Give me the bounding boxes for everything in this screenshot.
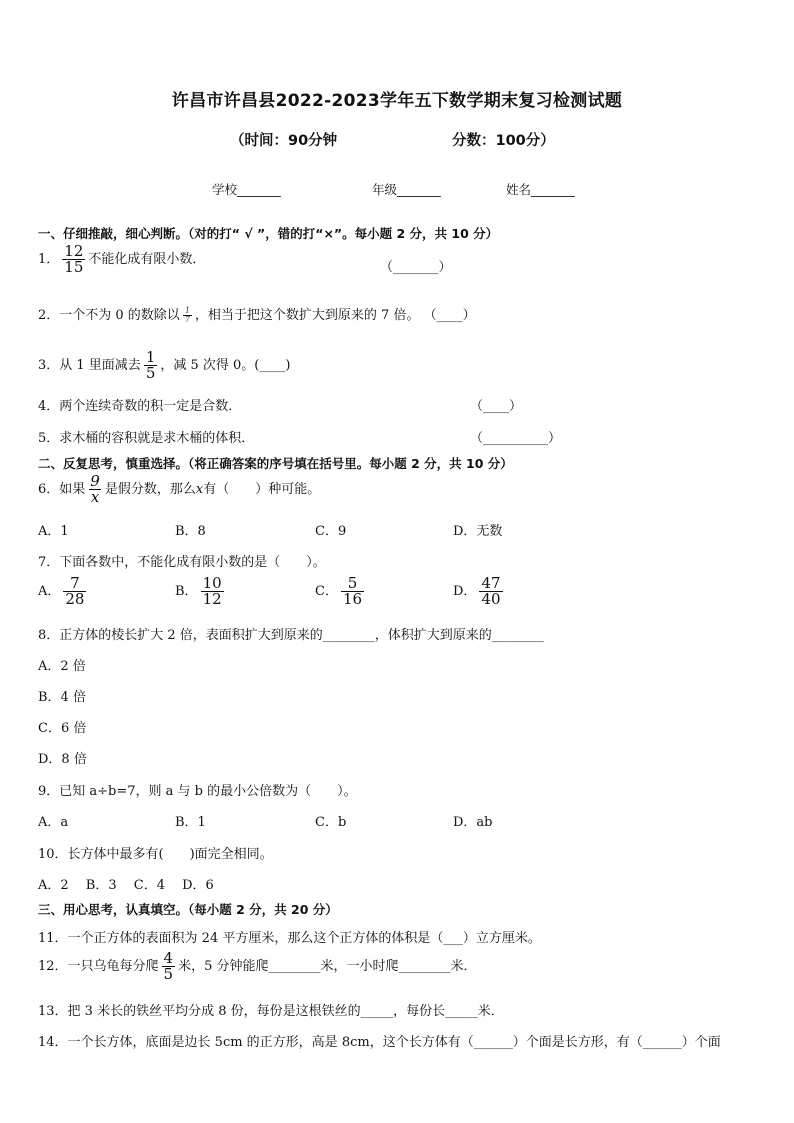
- page-title: 许昌市许昌县2022-2023学年五下数学期末复习检测试题: [171, 91, 623, 111]
- section-heading-judge: 一、仔细推敲，细心判断。（对的打“ √ ”，错的打“×”。每小题 2 分，共 10 分）: [38, 226, 499, 241]
- question-2: [38, 304, 476, 324]
- option-b[interactable]: B．8: [175, 524, 206, 539]
- option-c[interactable]: C．9: [315, 524, 347, 539]
- question-12: [38, 951, 477, 982]
- fraction: $\frac{7}{28}$: [65, 574, 85, 608]
- option-c[interactable]: C．b: [315, 815, 347, 830]
- question-text: 有（ ）种可能。: [203, 482, 321, 497]
- question-3: [38, 350, 290, 381]
- question-text: 6．如果: [38, 482, 86, 497]
- question-text: 米，5 分钟能爬________米，一小时爬________米．: [178, 959, 477, 974]
- exam-score: 分数：100分）: [452, 133, 555, 149]
- option-a[interactable]: A．a: [38, 815, 69, 830]
- option-row[interactable]: A．2 B．3 C．4 D．6: [38, 878, 214, 893]
- fraction: $\frac{10}{12}$: [202, 574, 222, 608]
- question-text: ，相当于把这个数扩大到原来的 7 倍。 （____）: [194, 308, 476, 323]
- answer-blank[interactable]: （____）: [470, 399, 523, 414]
- question-13: 13．把 3 米长的铁丝平均分成 8 份，每份是这根铁丝的_____，每份长_____米．: [38, 1004, 504, 1019]
- option-a[interactable]: A． $\frac{7}{28}$: [38, 574, 85, 608]
- question-4: 4．两个连续奇数的积一定是合数．: [38, 399, 242, 414]
- question-11: 11．一个正方体的表面积为 24 平方厘米，那么这个正方体的体积是（___）立方厘米。: [38, 931, 541, 946]
- question-14: 14．一个长方体，底面是边长 5cm 的正方形，高是 8cm，这个长方体有（______）个面是长方形，有（______）个面: [38, 1035, 721, 1050]
- option-d[interactable]: D．8 倍: [38, 752, 87, 767]
- option-d[interactable]: D． $\frac{47}{40}$: [453, 574, 501, 608]
- exam-time: （时间：90分钟: [230, 133, 338, 149]
- question-text: 12．一只乌龟每分爬: [38, 959, 159, 974]
- option-b[interactable]: B． $\frac{10}{12}$: [175, 574, 222, 608]
- question-text: 2．一个不为 0 的数除以: [38, 308, 180, 323]
- fraction: $\frac{47}{40}$: [481, 574, 501, 608]
- grade-field: 年级_______: [372, 182, 441, 197]
- fraction: $\frac{1}{5}$: [145, 348, 156, 382]
- variable: x: [195, 482, 204, 497]
- option-d[interactable]: D．无数: [453, 524, 503, 539]
- question-5: 5．求木桶的容积就是求木桶的体积．: [38, 431, 255, 446]
- school-field: 学校_______: [212, 182, 281, 197]
- question-number: 1．: [38, 252, 60, 267]
- section-heading-fill: 三、用心思考，认真填空。（每小题 2 分，共 20 分）: [38, 902, 338, 917]
- question-10: 10．长方体中最多有( )面完全相同。: [38, 847, 273, 862]
- option-a[interactable]: A．1: [38, 524, 69, 539]
- section-heading-choice: 二、反复思考，慎重选择。（将正确答案的序号填在括号里。每小题 2 分，共 10 分）: [38, 456, 513, 471]
- option-d[interactable]: D．ab: [453, 815, 493, 830]
- question-7: 7．下面各数中，不能化成有限小数的是（ ）。: [38, 555, 326, 570]
- question-text: ，减 5 次得 0。(____): [160, 358, 291, 373]
- fraction: $\frac{5}{16}$: [342, 574, 363, 608]
- question-6: [38, 474, 320, 505]
- fraction: $\frac{4}{5}$: [163, 949, 174, 983]
- question-text: 是假分数，那么: [104, 482, 196, 497]
- answer-blank[interactable]: （__________）: [470, 431, 562, 446]
- option-c[interactable]: C． $\frac{5}{16}$: [315, 574, 363, 608]
- question-1: [38, 244, 205, 275]
- option-b[interactable]: B．4 倍: [38, 690, 86, 705]
- option-c[interactable]: C．6 倍: [38, 721, 87, 736]
- fraction: $\frac{1}{7}$: [184, 306, 190, 324]
- question-text: 不能化成有限小数．: [88, 252, 206, 267]
- question-9: 9．已知 a÷b=7，则 a 与 b 的最小公倍数为（ ）。: [38, 784, 357, 799]
- fraction: $\frac{9}{x}$: [90, 472, 100, 506]
- option-b[interactable]: B．1: [175, 815, 206, 830]
- answer-blank[interactable]: （_______）: [380, 260, 452, 275]
- question-text: 3．从 1 里面减去: [38, 358, 141, 373]
- option-a[interactable]: A．2 倍: [38, 659, 86, 674]
- fraction: $\frac{12}{15}$: [64, 242, 84, 276]
- question-8: 8．正方体的棱长扩大 2 倍，表面积扩大到原来的________，体积扩大到原来的________: [38, 628, 544, 643]
- name-field: 姓名_______: [506, 182, 575, 197]
